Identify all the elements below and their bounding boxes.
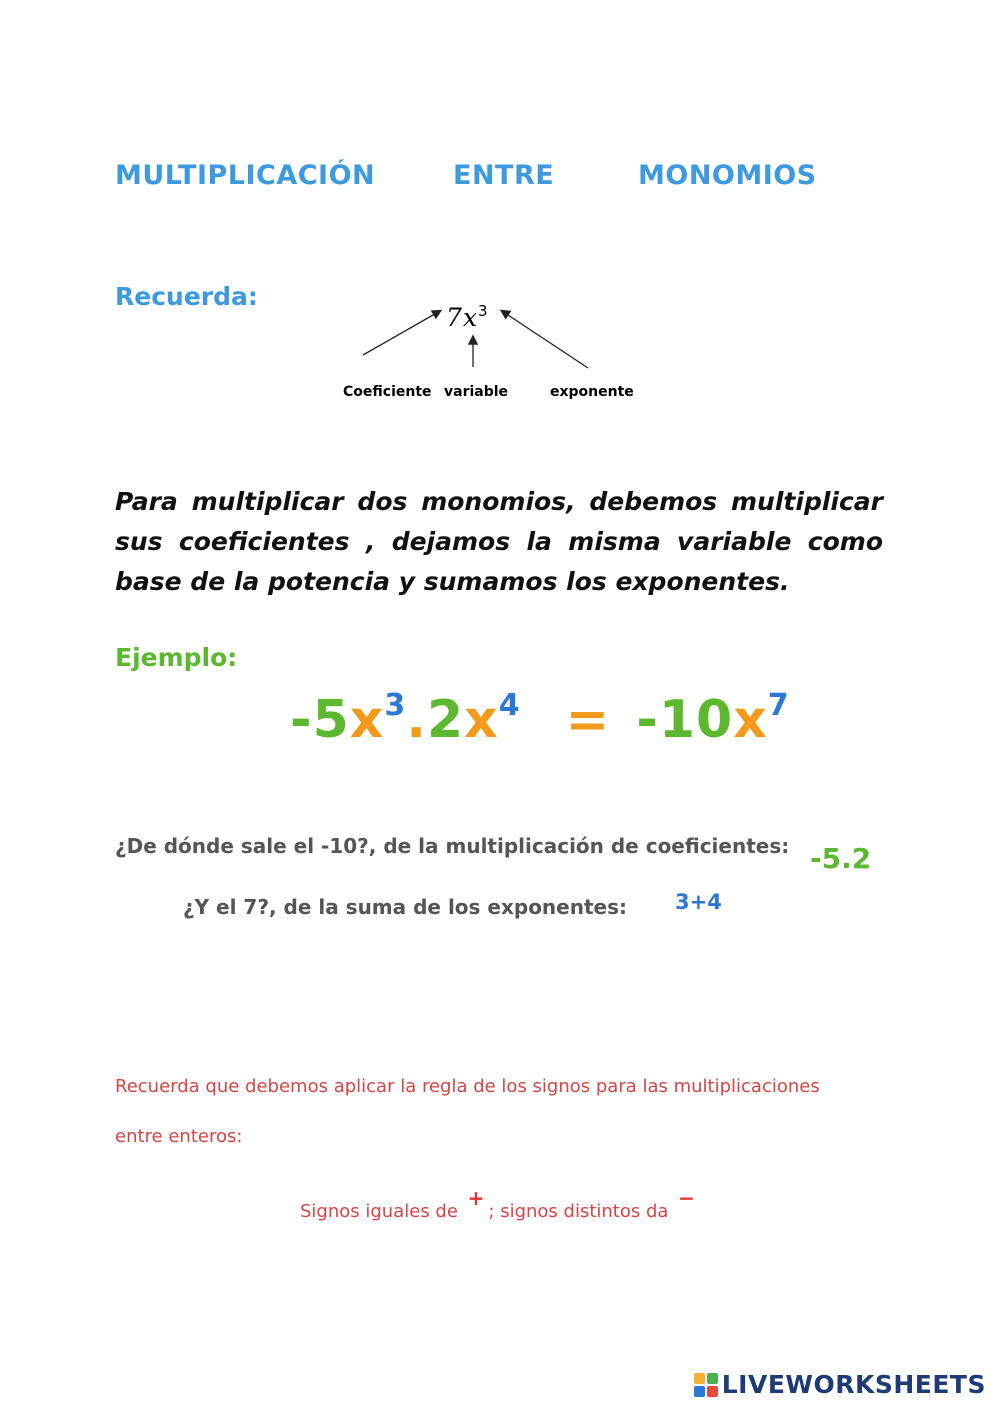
question-exponent: ¿Y el 7?, de la suma de los exponentes: bbox=[183, 895, 628, 919]
minus-sign-icon: − bbox=[678, 1186, 695, 1210]
logo-square-3 bbox=[694, 1386, 705, 1397]
answer-exponent: 3+4 bbox=[675, 890, 722, 914]
result-coefficient: -10 bbox=[636, 690, 734, 750]
rule-paragraph: Para multiplicar dos monomios, debemos multiplicar sus coeficientes , dejamos la misma variable como base de la potencia y sumamos los exponentes. bbox=[115, 487, 883, 596]
sign-rule-line-2: entre enteros: bbox=[115, 1126, 243, 1147]
monomial-variable: x bbox=[463, 303, 478, 332]
signs-rule bbox=[300, 1186, 699, 1222]
liveworksheets-logo-text: LIVEWORKSHEETS bbox=[721, 1370, 986, 1399]
monomial-coefficient: 7 bbox=[446, 303, 462, 332]
liveworksheets-logo-icon bbox=[694, 1373, 718, 1397]
recuerda-heading: Recuerda: bbox=[115, 282, 258, 311]
title-word-entre: ENTRE bbox=[453, 160, 555, 191]
label-exponente: exponente bbox=[550, 384, 634, 400]
title-word-monomios: MONOMIOS bbox=[638, 160, 817, 191]
term2-exponent: 4 bbox=[498, 687, 521, 723]
arrow-to-exponent bbox=[502, 311, 588, 368]
result-exponent: 7 bbox=[767, 687, 790, 723]
example-formula bbox=[290, 687, 790, 750]
question-coefficient: ¿De dónde sale el -10?, de la multiplicación de coeficientes: bbox=[115, 834, 790, 858]
monomial-exponent: 3 bbox=[478, 302, 488, 320]
ejemplo-heading: Ejemplo: bbox=[115, 643, 238, 672]
sign-rule-line-1: Recuerda que debemos aplicar la regla de los signos para las multiplicaciones bbox=[115, 1076, 820, 1097]
liveworksheets-logo[interactable] bbox=[694, 1370, 986, 1399]
different-signs-text: ; signos distintos da bbox=[488, 1201, 669, 1222]
result-variable: x bbox=[733, 690, 768, 750]
monomial-diagram bbox=[330, 295, 660, 410]
plus-sign-icon: + bbox=[467, 1186, 485, 1210]
label-coeficiente: Coeficiente bbox=[343, 384, 432, 400]
term2-variable: x bbox=[464, 690, 499, 750]
answer-coefficient: -5.2 bbox=[810, 842, 872, 875]
equals-sign: = bbox=[565, 690, 611, 750]
term2-coefficient: 2 bbox=[426, 690, 465, 750]
term1-variable: x bbox=[349, 690, 385, 750]
term1-coefficient: -5 bbox=[290, 690, 350, 750]
equal-signs-text: Signos iguales de bbox=[300, 1201, 458, 1222]
logo-square-4 bbox=[707, 1386, 718, 1397]
multiplication-dot: . bbox=[406, 690, 427, 750]
arrow-to-coefficient bbox=[363, 311, 440, 355]
logo-square-1 bbox=[694, 1373, 705, 1384]
title-word-multiplicacion: MULTIPLICACIÓN bbox=[115, 160, 376, 191]
label-variable: variable bbox=[444, 384, 509, 400]
term1-exponent: 3 bbox=[384, 687, 407, 723]
logo-square-2 bbox=[707, 1373, 718, 1384]
